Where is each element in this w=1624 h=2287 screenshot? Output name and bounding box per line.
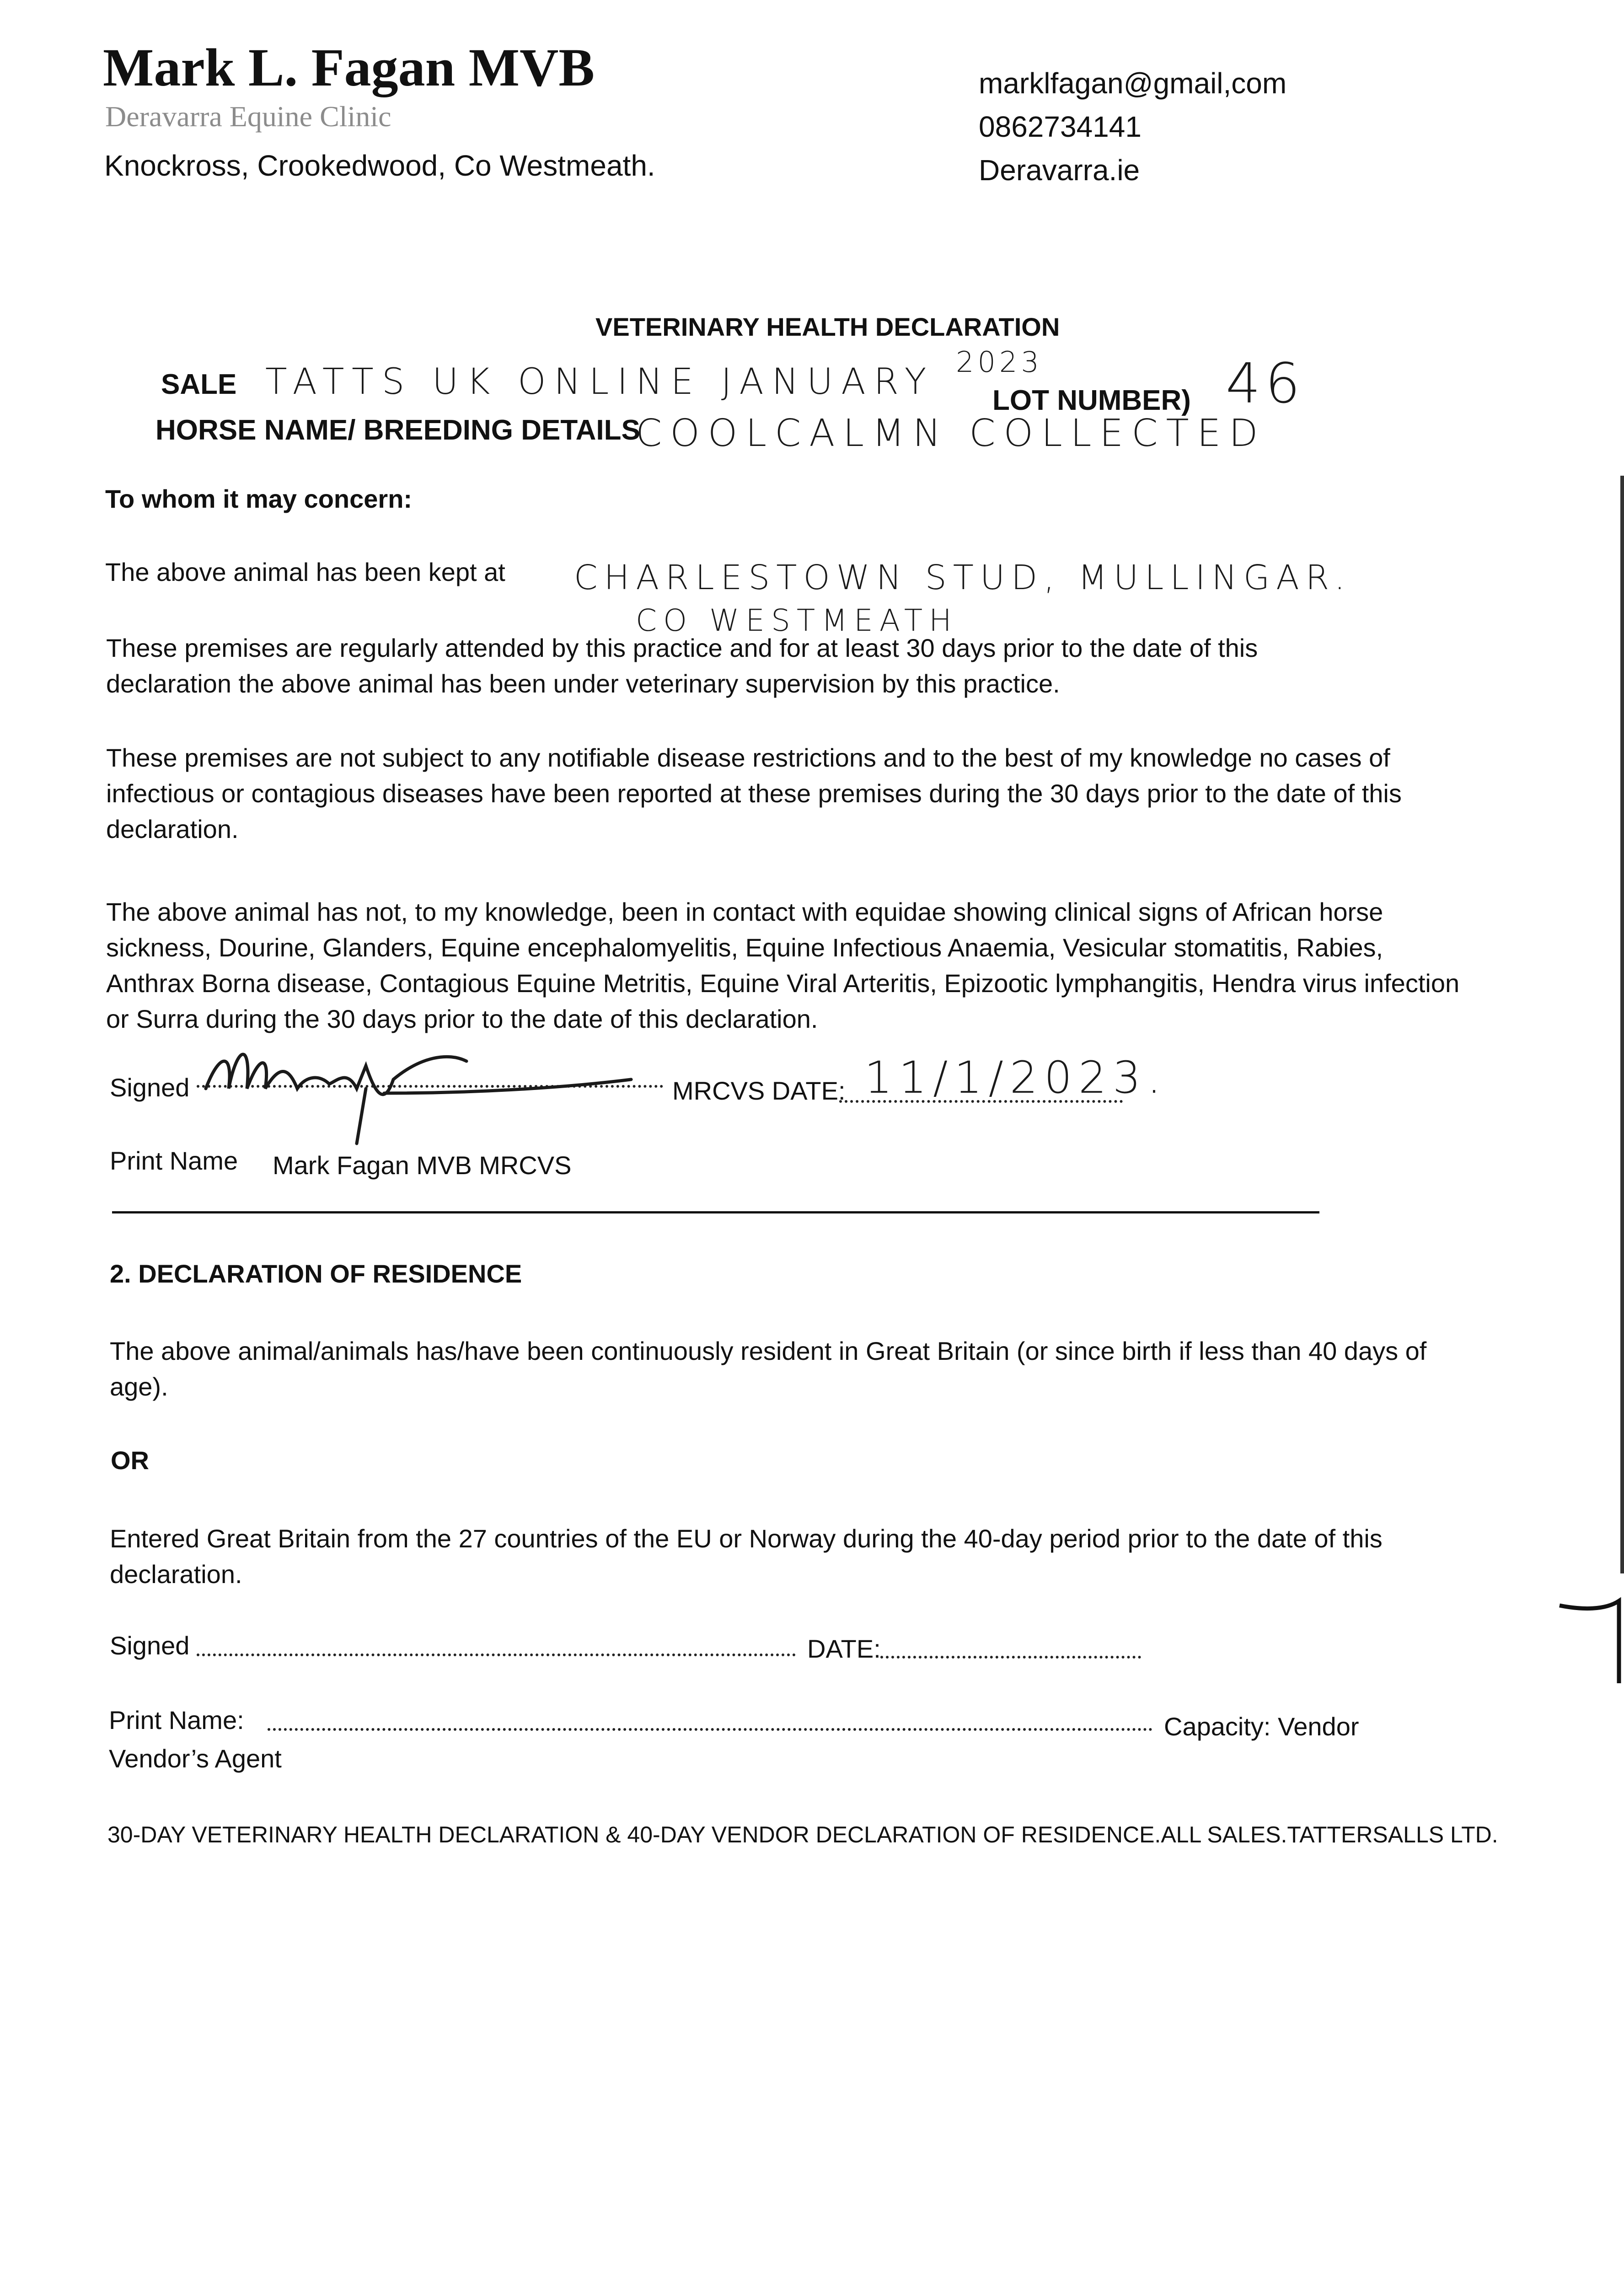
disease-restrictions-paragraph: These premises are not subject to any notifiable disease restrictions and to the best of my knowledge no cases of infectious or contagious diseases have been reported at these premises during the 30 days prior to the date of this declaration. <box>106 743 1402 843</box>
mrcvs-date-label: MRCVS DATE: <box>672 1076 846 1105</box>
contact-diseases-paragraph: The above animal has not, to my knowledge, been in contact with equidae showing clinical signs of African horse sickness, Dourine, Glanders, Equine encephalomyelitis, Equine Infectious Anaemia, Vesicular stomatitis, Rabies, Anthrax Borna disease, Contagious Equine Metritis, Equine Viral Arteritis, Epizootic lymphangitis, Hendra virus infection or Surra during the 30 days prior to the date of this declaration. <box>106 897 1460 1033</box>
vet-signature <box>192 1025 649 1153</box>
section-divider <box>112 1211 1319 1213</box>
or-label: OR <box>111 1446 149 1475</box>
contact-website: Deravarra.ie <box>979 154 1140 187</box>
clinic-name: Deravarra Equine Clinic <box>105 100 391 133</box>
entered-gb-paragraph: Entered Great Britain from the 27 countries of the EU or Norway during the 40-day period prior to the date of this declaration. <box>110 1524 1383 1589</box>
lot-number-label: LOT NUMBER) <box>992 385 1191 416</box>
vendor-agent-label: Vendor’s Agent <box>109 1744 282 1773</box>
print-name-label: Print Name <box>110 1146 238 1175</box>
residence-date-label: DATE: <box>807 1634 881 1663</box>
signed-label: Signed <box>110 1073 190 1102</box>
horse-name-label: HORSE NAME/ BREEDING DETAILS <box>155 414 640 446</box>
residence-date-dotted-line <box>880 1656 1141 1659</box>
horse-name-value: COOLCALMN COLLECTED <box>636 412 1266 455</box>
residence-heading: 2. DECLARATION OF RESIDENCE <box>110 1259 522 1288</box>
sale-label: SALE <box>161 369 237 400</box>
scan-edge-shadow <box>1620 476 1624 1573</box>
form-footer: 30-DAY VETERINARY HEALTH DECLARATION & 40-DAY VENDOR DECLARATION OF RESIDENCE.ALL SALES.TATTERSALLS LTD. <box>107 1822 1498 1847</box>
kept-at-line1: CHARLESTOWN STUD, MULLINGAR. <box>574 558 1352 597</box>
contact-phone: 0862734141 <box>979 110 1142 143</box>
sale-year: 2023 <box>956 345 1043 379</box>
residence-signed-label: Signed <box>110 1631 190 1660</box>
signed-date-value: 11/1/2023. <box>864 1052 1168 1103</box>
kept-at-line2: CO WESTMEATH <box>636 603 958 638</box>
lot-number-value: 46 <box>1226 352 1305 416</box>
vet-name: Mark L. Fagan MVB <box>103 38 595 97</box>
clinic-address: Knockross, Crookedwood, Co Westmeath. <box>104 149 655 182</box>
contact-email: marklfagan@gmail,com <box>979 67 1287 100</box>
scan-edge-mark <box>1555 1592 1624 1692</box>
residence-print-name-label: Print Name: <box>109 1706 244 1734</box>
residence-signed-dotted-line <box>197 1654 796 1656</box>
form-title: VETERINARY HEALTH DECLARATION <box>595 312 1060 341</box>
supervision-paragraph: These premises are regularly attended by this practice and for at least 30 days prior to the date of this declaration the above animal has been under veterinary supervision by this practice. <box>106 633 1258 698</box>
residence-print-name-dotted-line <box>268 1728 1152 1731</box>
sale-value: TATTS UK ONLINE JANUARY <box>265 361 935 403</box>
capacity-label: Capacity: Vendor <box>1164 1712 1359 1741</box>
print-name-value: Mark Fagan MVB MRCVS <box>273 1151 572 1180</box>
kept-at-label: The above animal has been kept at <box>105 558 505 586</box>
salutation: To whom it may concern: <box>105 484 413 513</box>
residence-paragraph: The above animal/animals has/have been continuously resident in Great Britain (or since birth if less than 40 days of age). <box>110 1337 1427 1401</box>
